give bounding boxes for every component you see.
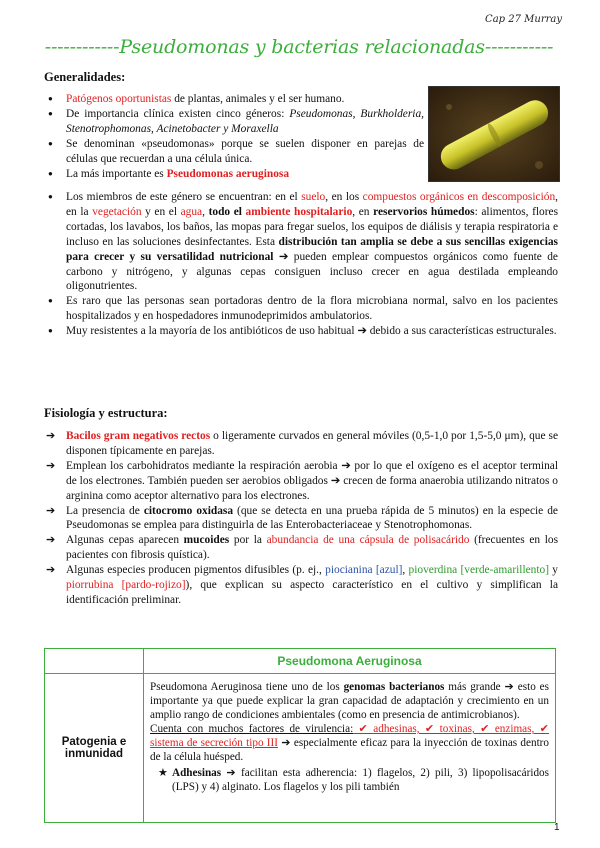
title-dashes-left: ------------	[44, 36, 120, 58]
list-item: ● Los miembros de este género se encuentran: en el suelo, en los compuestos orgánicos en descomposición, en la vegetación y en el agua, todo el ambiente hospitalario, en reservorios húmedos: alimentos, flores cortadas, los lavabos, los baños, las mopas para fregar suelos, los equipos de diálisis y terapia respiratoria e incluso en las soluciones desinfectantes. Esta distribución tan amplia se debe a sus sencillas exigencias para crecer y su versatilidad nutricional ➔ pueden emplear compuestos orgánicos como fuente de carbono y nitrógeno, y algunas cepas consiguen incluso crecer en agua destilada empleando oligonutrientes.	[44, 190, 558, 294]
list-item: ● Patógenos oportunistas de plantas, animales y el ser humano.	[44, 92, 424, 107]
page-number: 1	[554, 822, 560, 833]
table-row-label: Patogenia e inmunidad	[45, 674, 144, 823]
page-title	[44, 36, 554, 58]
title-text: Pseudomonas y bacterias relacionadas	[119, 36, 485, 58]
table-row	[45, 674, 556, 823]
section-heading-generalidades: Generalidades:	[44, 70, 126, 84]
table-paragraph-virulence: Cuenta con muchos factores de virulencia: ✔ adhesinas, ✔ toxinas, ✔ enzimas, ✔ sistema de secreción tipo III ➔ especialmente eficaz para la inyección de toxinas dentro de la célula huésped.	[150, 723, 549, 763]
table-content-cell	[144, 674, 556, 823]
bacteria-image	[429, 87, 559, 181]
list-item: ➔ Emplean los carbohidratos mediante la respiración aerobia ➔ por lo que el oxígeno es el aceptor terminal de los electrones. También pueden ser aerobios obligados ➔ crecen de forma anaerobia utilizando nitratos o arginina como aceptor alternativo para los electrones.	[44, 459, 558, 504]
pathogenesis-table	[44, 648, 556, 823]
list-item: ➔ La presencia de citocromo oxidasa (que se detecta en una prueba rápida de 5 minutos) en la especie de Pseudomonas se emplea para distinguirla de las Enterobacteriaceae y Stenotrophomonas.	[44, 504, 558, 534]
table-column-header: Pseudomona Aeruginosa	[144, 649, 556, 674]
table-paragraph-genome: Pseudomona Aeruginosa tiene uno de los genomas bacterianos más grande ➔ esto es importante ya que puede explicar la gran capacidad de adaptación y crecimiento en un amplio rango de condiciones ambientales (como en presencia de antimicrobianos).	[150, 681, 549, 721]
generalidades-list-bottom	[44, 190, 558, 339]
list-item: ● Es raro que las personas sean portadoras dentro de la flora microbiana normal, salvo en los pacientes hospitalizados y en hospedadores inmunodeprimidos ambulatorios.	[44, 294, 558, 324]
table-corner-cell	[45, 649, 144, 674]
list-item: ● La más importante es Pseudomonas aeruginosa	[44, 167, 424, 182]
title-dashes-right: -----------	[484, 36, 554, 58]
list-item: ➔ Algunas cepas aparecen mucoides por la abundancia de una cápsula de polisacárido (frecuentes en los pacientes con fibrosis quística).	[44, 533, 558, 563]
table-header-row	[45, 649, 556, 674]
fisiologia-list	[44, 429, 558, 608]
bacteria-photo	[428, 86, 560, 182]
star-icon: ★	[158, 767, 169, 779]
list-item: ➔ Algunas especies producen pigmentos difusibles (p. ej., piocianina [azul], pioverdina [verde-amarillento] y piorrubina [pardo-rojizo]), que explican su aspecto característico en el cultivo y simplifican la identificación preliminar.	[44, 563, 558, 608]
list-item: ➔ Bacilos gram negativos rectos o ligeramente curvados en general móviles (0,5-1,0 por 1,5-5,0 μm), que se disponen típicamente en parejas.	[44, 429, 558, 459]
table-star-item: ★ Adhesinas ➔ facilitan esta adherencia: 1) flagelos, 2) pili, 3) lipopolisacáridos (LPS) y 4) alginato. Los flagelos y los pili también	[158, 767, 549, 793]
list-item: ● Muy resistentes a la mayoría de los antibióticos de uso habitual ➔ debido a sus características estructurales.	[44, 324, 558, 339]
generalidades-list-top	[44, 92, 424, 181]
list-item: ● De importancia clínica existen cinco géneros: Pseudomonas, Burkholderia, Stenotrophomonas, Acinetobacter y Moraxella	[44, 107, 424, 137]
list-item: ● Se denominan «pseudomonas» porque se suelen disponer en parejas de células que recuerdan a una célula única.	[44, 137, 424, 167]
section-heading-fisiologia: Fisiología y estructura:	[44, 406, 168, 420]
chapter-label: Cap 27 Murray	[485, 14, 562, 25]
